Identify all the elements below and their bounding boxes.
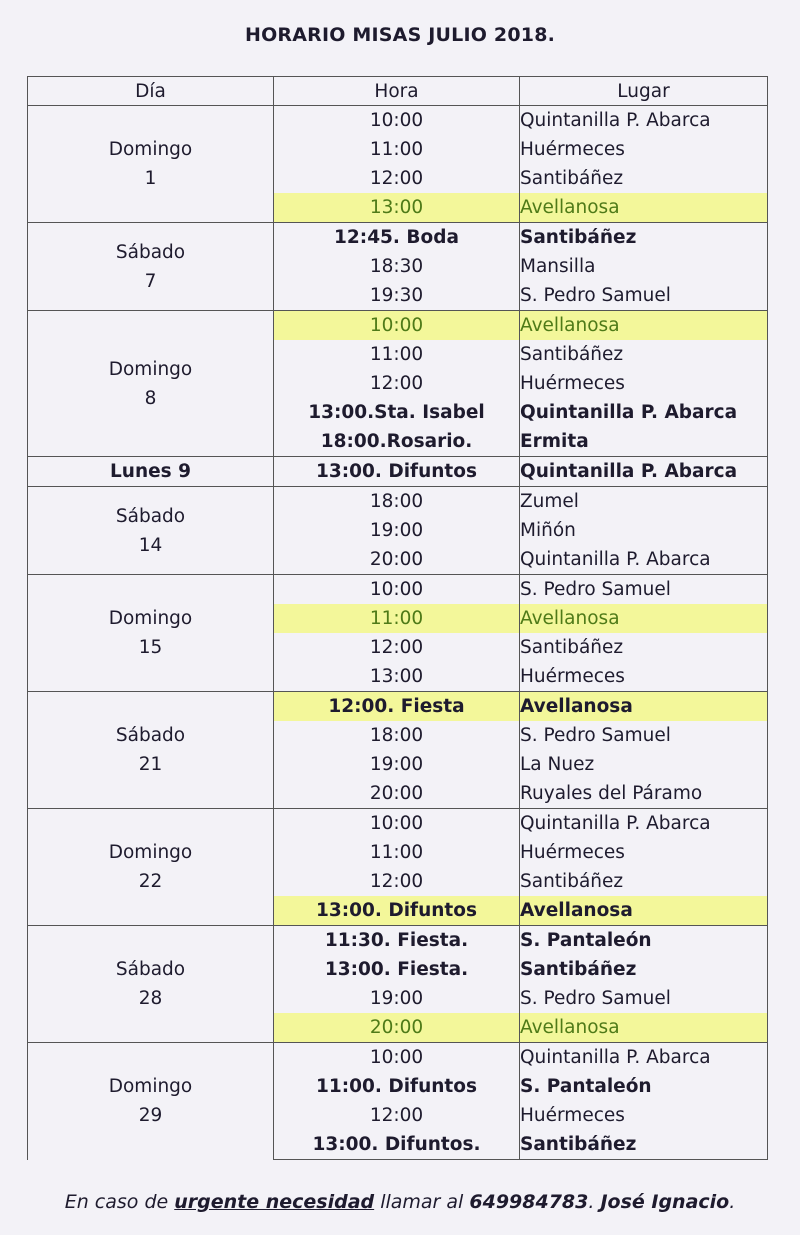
day-cell bbox=[28, 106, 274, 223]
day-cell bbox=[28, 926, 274, 1043]
hora-cell: 18:00.Rosario. bbox=[274, 427, 520, 457]
table-row bbox=[28, 223, 768, 253]
lugar-cell: Miñón bbox=[520, 516, 768, 545]
lugar-cell: Avellanosa bbox=[520, 692, 768, 722]
hora-cell: 18:00 bbox=[274, 487, 520, 517]
hora-cell: 11:00. Difuntos bbox=[274, 1072, 520, 1101]
hora-cell: 11:30. Fiesta. bbox=[274, 926, 520, 956]
footer-sep: . bbox=[588, 1191, 601, 1213]
header-hora: Hora bbox=[274, 77, 520, 106]
hora-cell: 19:00 bbox=[274, 750, 520, 779]
lugar-cell: La Nuez bbox=[520, 750, 768, 779]
day-number: 14 bbox=[138, 534, 163, 556]
lugar-cell: Quintanilla P. Abarca bbox=[520, 398, 768, 427]
lugar-cell: Avellanosa bbox=[520, 1013, 768, 1043]
lugar-cell: Huérmeces bbox=[520, 662, 768, 692]
hora-cell: 11:00 bbox=[274, 340, 520, 369]
hora-cell: 10:00 bbox=[274, 809, 520, 839]
table-header-row bbox=[28, 77, 768, 106]
day-cell bbox=[28, 1043, 274, 1160]
hora-cell: 12:00 bbox=[274, 1101, 520, 1130]
lugar-cell: Ruyales del Páramo bbox=[520, 779, 768, 809]
hora-cell: 20:00 bbox=[274, 779, 520, 809]
footer-end: . bbox=[729, 1191, 736, 1213]
day-cell bbox=[28, 457, 274, 487]
table-row bbox=[28, 926, 768, 956]
lugar-cell: Quintanilla P. Abarca bbox=[520, 809, 768, 839]
day-number: 7 bbox=[144, 270, 157, 292]
hora-cell: 13:00 bbox=[274, 662, 520, 692]
day-name: Lunes 9 bbox=[109, 461, 191, 482]
footer-prefix: En caso de bbox=[64, 1191, 175, 1213]
footer-phone: 649984783 bbox=[469, 1191, 589, 1213]
lugar-cell: Huérmeces bbox=[520, 135, 768, 164]
hora-cell: 12:00 bbox=[274, 867, 520, 896]
lugar-cell: Mansilla bbox=[520, 252, 768, 281]
hora-cell: 13:00. Difuntos. bbox=[274, 1130, 520, 1160]
mass-schedule-table bbox=[27, 76, 768, 1160]
footer-urgent: urgente necesidad bbox=[174, 1191, 375, 1213]
header-lugar: Lugar bbox=[520, 77, 768, 106]
hora-cell: 10:00 bbox=[274, 106, 520, 136]
day-cell bbox=[28, 575, 274, 692]
hora-cell: 12:00 bbox=[274, 369, 520, 398]
day-name: Domingo bbox=[108, 139, 193, 160]
table-row bbox=[28, 1043, 768, 1073]
lugar-cell: S. Pedro Samuel bbox=[520, 281, 768, 311]
header-dia: Día bbox=[28, 77, 274, 106]
day-number: 8 bbox=[144, 387, 157, 409]
lugar-cell: Avellanosa bbox=[520, 896, 768, 926]
lugar-cell: Santibáñez bbox=[520, 223, 768, 253]
hora-cell: 19:00 bbox=[274, 516, 520, 545]
day-name: Domingo bbox=[108, 842, 193, 863]
lugar-cell: Santibáñez bbox=[520, 340, 768, 369]
lugar-cell: S. Pedro Samuel bbox=[520, 721, 768, 750]
hora-cell: 10:00 bbox=[274, 575, 520, 605]
day-cell bbox=[28, 692, 274, 809]
day-name: Sábado bbox=[115, 959, 186, 980]
hora-cell: 10:00 bbox=[274, 1043, 520, 1073]
lugar-cell: Santibáñez bbox=[520, 955, 768, 984]
hora-cell: 13:00. Difuntos bbox=[274, 457, 520, 487]
day-name: Sábado bbox=[115, 241, 186, 263]
lugar-cell: S. Pantaleón bbox=[520, 926, 768, 956]
table-row bbox=[28, 692, 768, 722]
hora-cell: 18:30 bbox=[274, 252, 520, 281]
lugar-cell: S. Pedro Samuel bbox=[520, 575, 768, 605]
table-row bbox=[28, 575, 768, 605]
lugar-cell: Quintanilla P. Abarca bbox=[520, 457, 768, 487]
hora-cell: 20:00 bbox=[274, 545, 520, 575]
lugar-cell: Huérmeces bbox=[520, 369, 768, 398]
lugar-cell: Quintanilla P. Abarca bbox=[520, 1043, 768, 1073]
table-row bbox=[28, 457, 768, 487]
lugar-cell: Quintanilla P. Abarca bbox=[520, 545, 768, 575]
table-row bbox=[28, 106, 768, 136]
hora-cell: 12:00. Fiesta bbox=[274, 692, 520, 722]
hora-cell: 11:00 bbox=[274, 838, 520, 867]
lugar-cell: Avellanosa bbox=[520, 311, 768, 341]
hora-cell: 20:00 bbox=[274, 1013, 520, 1043]
footer-middle: llamar al bbox=[374, 1191, 470, 1213]
hora-cell: 19:00 bbox=[274, 984, 520, 1013]
footer-note bbox=[0, 1191, 800, 1213]
day-name: Domingo bbox=[108, 608, 193, 629]
hora-cell: 11:00 bbox=[274, 135, 520, 164]
hora-cell: 13:00. Fiesta. bbox=[274, 955, 520, 984]
day-name: Sábado bbox=[115, 725, 186, 746]
schedule-body bbox=[28, 106, 768, 1160]
hora-cell: 12:00 bbox=[274, 633, 520, 662]
footer-name: José Ignacio bbox=[600, 1191, 730, 1213]
hora-cell: 10:00 bbox=[274, 311, 520, 341]
day-number: 22 bbox=[138, 871, 163, 892]
day-number: 28 bbox=[138, 988, 163, 1009]
hora-cell: 12:00 bbox=[274, 164, 520, 193]
day-name: Sábado bbox=[115, 505, 186, 527]
lugar-cell: Santibáñez bbox=[520, 164, 768, 193]
table-row bbox=[28, 487, 768, 517]
lugar-cell: S. Pedro Samuel bbox=[520, 984, 768, 1013]
lugar-cell: Huérmeces bbox=[520, 838, 768, 867]
table-row bbox=[28, 809, 768, 839]
day-number: 15 bbox=[138, 637, 163, 658]
table-row bbox=[28, 311, 768, 341]
day-cell bbox=[28, 223, 274, 311]
day-name: Domingo bbox=[108, 1076, 193, 1098]
hora-cell: 13:00.Sta. Isabel bbox=[274, 398, 520, 427]
hora-cell: 19:30 bbox=[274, 281, 520, 311]
day-cell bbox=[28, 311, 274, 457]
lugar-cell: Santibáñez bbox=[520, 867, 768, 896]
day-number: 1 bbox=[144, 168, 157, 189]
day-number: 21 bbox=[138, 754, 163, 775]
day-cell bbox=[28, 809, 274, 926]
lugar-cell: Avellanosa bbox=[520, 193, 768, 223]
lugar-cell: Quintanilla P. Abarca bbox=[520, 106, 768, 136]
lugar-cell: Zumel bbox=[520, 487, 768, 517]
lugar-cell: Avellanosa bbox=[520, 604, 768, 633]
hora-cell: 12:45. Boda bbox=[274, 223, 520, 253]
lugar-cell: S. Pantaleón bbox=[520, 1072, 768, 1101]
hora-cell: 13:00 bbox=[274, 193, 520, 223]
day-number: 29 bbox=[138, 1105, 163, 1127]
day-cell bbox=[28, 487, 274, 575]
lugar-cell: Santibáñez bbox=[520, 633, 768, 662]
page-title: HORARIO MISAS JULIO 2018. bbox=[244, 24, 556, 46]
day-name: Domingo bbox=[108, 358, 193, 380]
lugar-cell: Huérmeces bbox=[520, 1101, 768, 1130]
hora-cell: 11:00 bbox=[274, 604, 520, 633]
hora-cell: 13:00. Difuntos bbox=[274, 896, 520, 926]
lugar-cell: Santibáñez bbox=[520, 1130, 768, 1160]
lugar-cell: Ermita bbox=[520, 427, 768, 457]
hora-cell: 18:00 bbox=[274, 721, 520, 750]
